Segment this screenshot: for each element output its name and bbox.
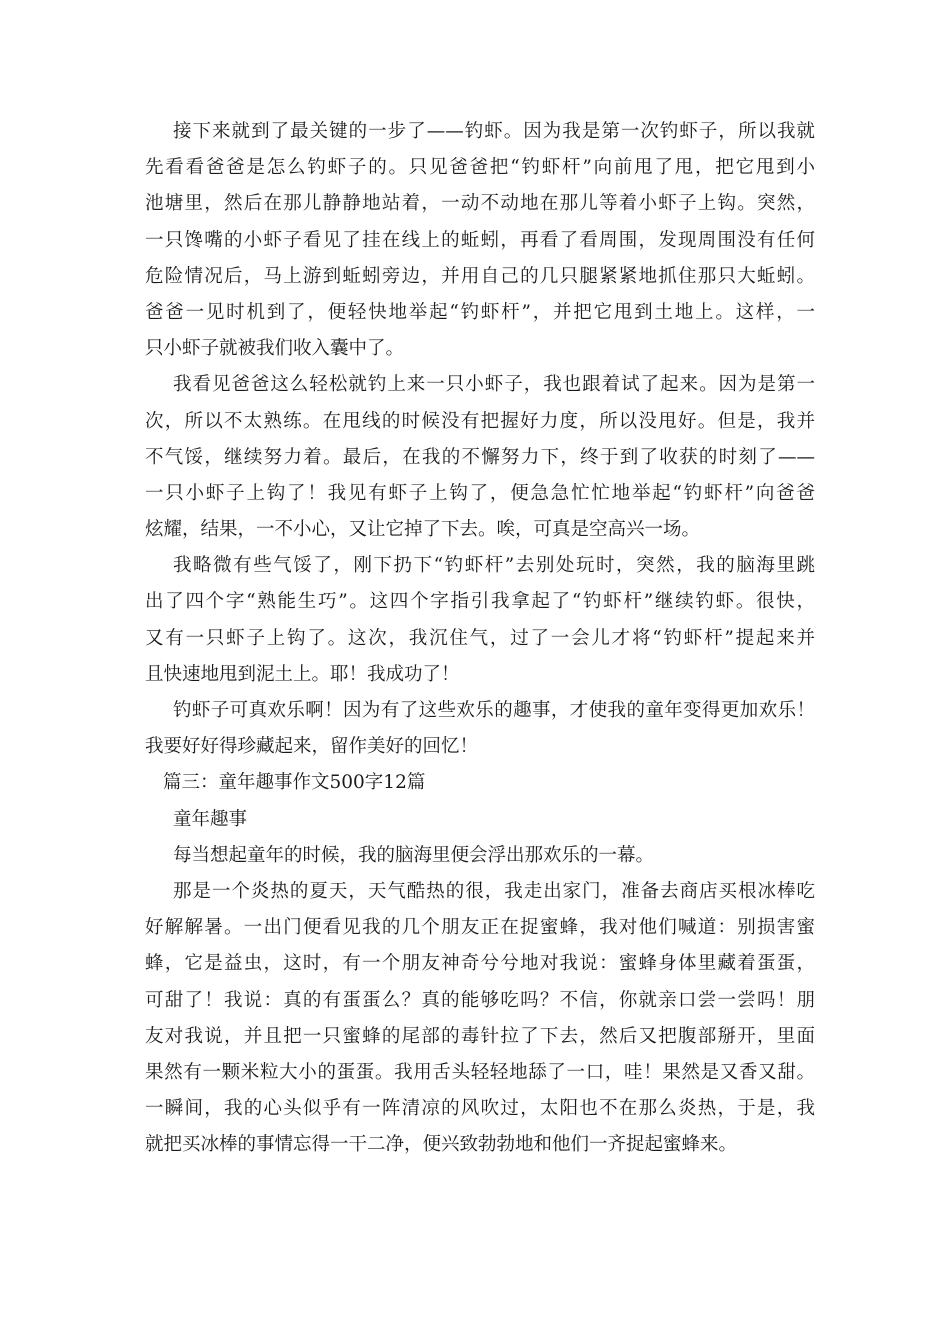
text-line: 每当想起童年的时候，我的脑海里便会浮出那欢乐的一幕。 [173,844,655,866]
text-line: 危险情况后，马上游到蚯蚓旁边，并用自己的几只腿紧紧地抓住那只大蚯蚓。 [145,265,815,287]
text-line: 那是一个炎热的夏天，天气酷热的很，我走出家门，准备去商店买根冰棒吃 [173,880,815,902]
text-line: 先看看爸爸是怎么钓虾子的。只见爸爸把“钓虾杆”向前甩了甩，把它甩到小 [145,157,815,179]
text-line: 蜂，它是益虫，这时，有一个朋友神奇兮兮地对我说：蜜蜂身体里藏着蛋蛋， [145,953,815,975]
text-line: 我看见爸爸这么轻松就钓上来一只小虾子，我也跟着试了起来。因为是第一 [173,374,815,396]
text-line: 出了四个字“熟能生巧”。这四个字指引我拿起了“钓虾杆”继续钓虾。很快， [145,591,815,613]
text-line: 我要好好得珍藏起来，留作美好的回忆！ [145,736,479,758]
text-line: 可甜了！我说：真的有蛋蛋么？真的能够吃吗？不信，你就亲口尝一尝吗！朋 [145,989,815,1011]
text-line: 一只馋嘴的小虾子看见了挂在线上的蚯蚓，再看了看周围，发现周围没有任何 [145,229,815,251]
document-body [145,114,815,1163]
text-line: 又有一只虾子上钩了。这次，我沉住气，过了一会儿才将“钓虾杆”提起来并 [145,627,815,649]
text-line: 次，所以不太熟练。在甩线的时候没有把握好力度，所以没甩好。但是，我并 [145,410,815,432]
text-line: 我略微有些气馁了，刚下扔下“钓虾杆”去别处玩时，突然，我的脑海里跳 [173,555,815,577]
text-line: 篇三：童年趣事作文500字12篇 [163,772,426,794]
text-line: 好解解暑。一出门便看见我的几个朋友正在捉蜜蜂，我对他们喊道：别损害蜜 [145,917,815,939]
text-line: 接下来就到了最关键的一步了——钓虾。因为我是第一次钓虾子，所以我就 [173,121,815,142]
text-line: 爸爸一见时机到了，便轻快地举起“钓虾杆”，并把它甩到土地上。这样，一 [145,301,815,323]
text-line: 炫耀，结果，一不小心，又让它掉了下去。唉，可真是空高兴一场。 [145,519,701,541]
text-line: 一瞬间，我的心头似乎有一阵清凉的风吹过，太阳也不在那么炎热，于是，我 [145,1098,815,1120]
text-line: 池塘里，然后在那儿静静地站着，一动不动地在那儿等着小虾子上钩。突然， [145,193,815,215]
text-line: 不气馁，继续努力着。最后，在我的不懈努力下，终于到了收获的时刻了—— [145,446,815,468]
text-line: 只小虾子就被我们收入囊中了。 [145,338,405,360]
text-line: 就把买冰棒的事情忘得一干二净，便兴致勃勃地和他们一齐捉起蜜蜂来。 [145,1134,738,1156]
text-line: 且快速地甩到泥土上。耶！我成功了！ [145,663,460,685]
text-line: 童年趣事 [173,808,248,830]
text-line: 果然有一颗米粒大小的蛋蛋。我用舌头轻轻地舔了一口，哇！果然是又香又甜。 [145,1061,815,1083]
text-line: 友对我说，并且把一只蜜蜂的尾部的毒针拉了下去，然后又把腹部掰开，里面 [145,1025,815,1047]
text-line: 钓虾子可真欢乐啊！因为有了这些欢乐的趣事，才使我的童年变得更加欢乐！ [173,700,815,721]
text-line: 一只小虾子上钩了！我见有虾子上钩了，便急急忙忙地举起“钓虾杆”向爸爸 [145,482,815,504]
